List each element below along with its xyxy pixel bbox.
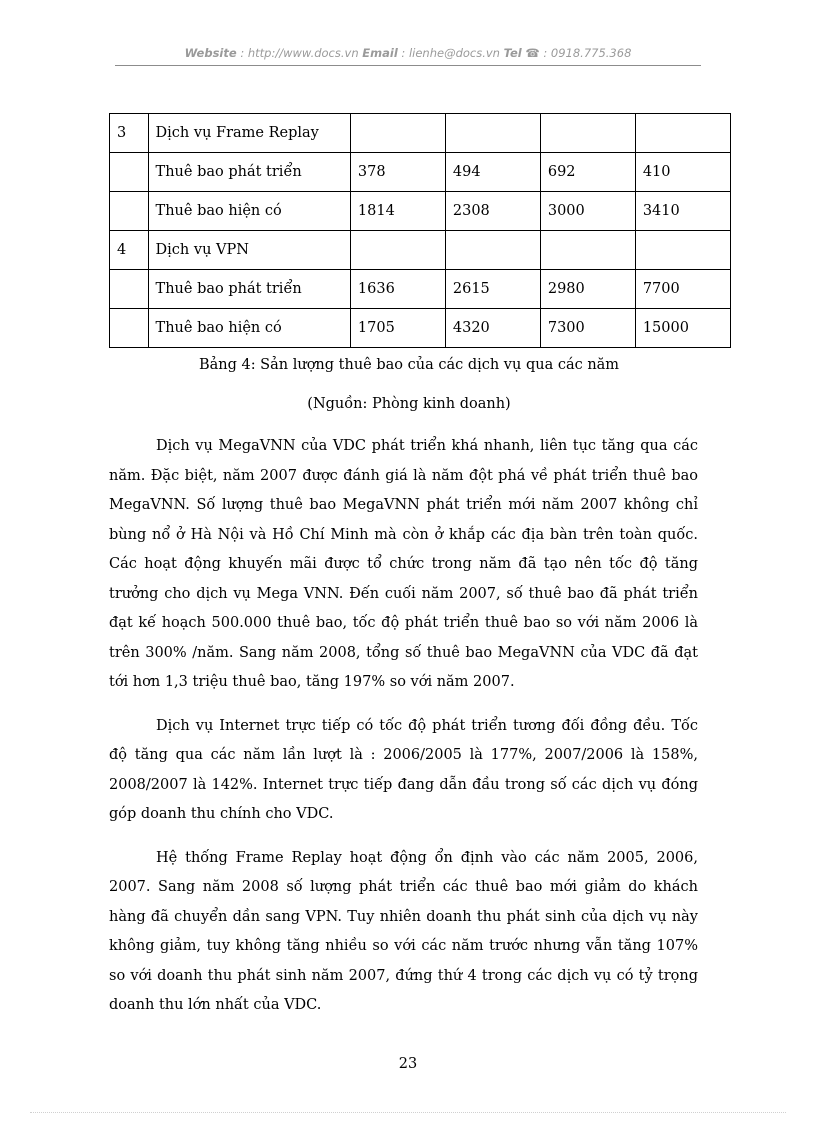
table-row: [110, 270, 731, 309]
table-cell: [540, 114, 635, 153]
table-cell: 2980: [540, 270, 635, 309]
table-cell: [635, 114, 730, 153]
table-cell: [110, 309, 149, 348]
table-cell: 4: [110, 231, 149, 270]
table-cell: 3: [110, 114, 149, 153]
table-cell: 7700: [635, 270, 730, 309]
table-cell: [110, 192, 149, 231]
website-url[interactable]: : http://www.docs.vn: [236, 46, 363, 60]
table-cell: [110, 153, 149, 192]
table-cell: [540, 231, 635, 270]
table-cell: 378: [350, 153, 445, 192]
table-row: [110, 153, 731, 192]
phone-icon: ☎: [525, 46, 540, 60]
table-cell: Thuê bao hiện có: [148, 192, 350, 231]
paragraph: Dịch vụ MegaVNN của VDC phát triển khá nhanh, liên tục tăng qua các năm. Đặc biệt, năm 2007 được đánh giá là năm đột phá về phát triển thuê bao MegaVNN. Số lượng thuê bao MegaVNN phát triển mới năm 2007 không chỉ bùng nổ ở Hà Nội và Hồ Chí Minh mà còn ở khắp các địa bàn trên toàn quốc. Các hoạt động khuyến mãi được tổ chức trong năm đã tạo nên tốc độ tăng trưởng cho dịch vụ Mega VNN. Đến cuối năm 2007, số thuê bao đã phát triển đạt kế hoạch 500.000 thuê bao, tốc độ phát triển thuê bao so với năm 2006 là trên 300% /năm. Sang năm 2008, tổng số thuê bao MegaVNN của VDC đã đạt tới hơn 1,3 triệu thuê bao, tăng 197% so với năm 2007.: [109, 438, 698, 690]
table-cell: 4320: [445, 309, 540, 348]
table-cell: 15000: [635, 309, 730, 348]
table-cell: [350, 231, 445, 270]
table-cell: 692: [540, 153, 635, 192]
table-cell: [445, 231, 540, 270]
table-cell: 2308: [445, 192, 540, 231]
table-cell: [350, 114, 445, 153]
table-cell: [445, 114, 540, 153]
table-cell: 410: [635, 153, 730, 192]
email-label: Email: [362, 46, 398, 60]
table-row: [110, 192, 731, 231]
table-row: [110, 231, 731, 270]
header-divider: [115, 65, 701, 66]
tel-label: Tel: [503, 46, 522, 60]
footer-divider: [30, 1112, 786, 1113]
table-cell: Dịch vụ VPN: [148, 231, 350, 270]
subscriber-table: [109, 113, 731, 348]
table-cell: 2615: [445, 270, 540, 309]
table-cell: 1636: [350, 270, 445, 309]
table-cell: 1814: [350, 192, 445, 231]
table-cell: 494: [445, 153, 540, 192]
email-address[interactable]: : lienhe@docs.vn: [397, 46, 504, 60]
table-cell: Thuê bao phát triển: [148, 153, 350, 192]
body-text: [109, 432, 698, 1035]
table-row: [110, 114, 731, 153]
website-label: Website: [184, 46, 237, 60]
table-cell: [635, 231, 730, 270]
table-cell: 3410: [635, 192, 730, 231]
table-source: (Nguồn: Phòng kinh doanh): [307, 396, 511, 412]
table-cell: Thuê bao hiện có: [148, 309, 350, 348]
table-cell: 3000: [540, 192, 635, 231]
paragraph: Hệ thống Frame Replay hoạt động ổn định vào các năm 2005, 2006, 2007. Sang năm 2008 số lượng phát triển các thuê bao mới giảm do khách hàng đã chuyển dần sang VPN. Tuy nhiên doanh thu phát sinh của dịch vụ này không giảm, tuy không tăng nhiều so với các năm trước nhưng vẫn tăng 107% so với doanh thu phát sinh năm 2007, đứng thứ 4 trong các dịch vụ có tỷ trọng doanh thu lớn nhất của VDC.: [109, 849, 698, 1013]
table-cell: 7300: [540, 309, 635, 348]
paragraph: Dịch vụ Internet trực tiếp có tốc độ phát triển tương đối đồng đều. Tốc độ tăng qua các năm lần lượt là : 2006/2005 là 177%, 2007/2006 là 158%, 2008/2007 là 142%. Internet trực tiếp đang dẫn đầu trong số các dịch vụ đóng góp doanh thu chính cho VDC.: [109, 717, 698, 822]
tel-number: : 0918.775.368: [539, 46, 632, 60]
page-number: 23: [398, 1056, 418, 1072]
page-header: [115, 46, 701, 60]
table-cell: [110, 270, 149, 309]
table-caption: Bảng 4: Sản lượng thuê bao của các dịch vụ qua các năm: [198, 357, 620, 373]
table-row: [110, 309, 731, 348]
table-cell: Dịch vụ Frame Replay: [148, 114, 350, 153]
table-cell: Thuê bao phát triển: [148, 270, 350, 309]
table-cell: 1705: [350, 309, 445, 348]
